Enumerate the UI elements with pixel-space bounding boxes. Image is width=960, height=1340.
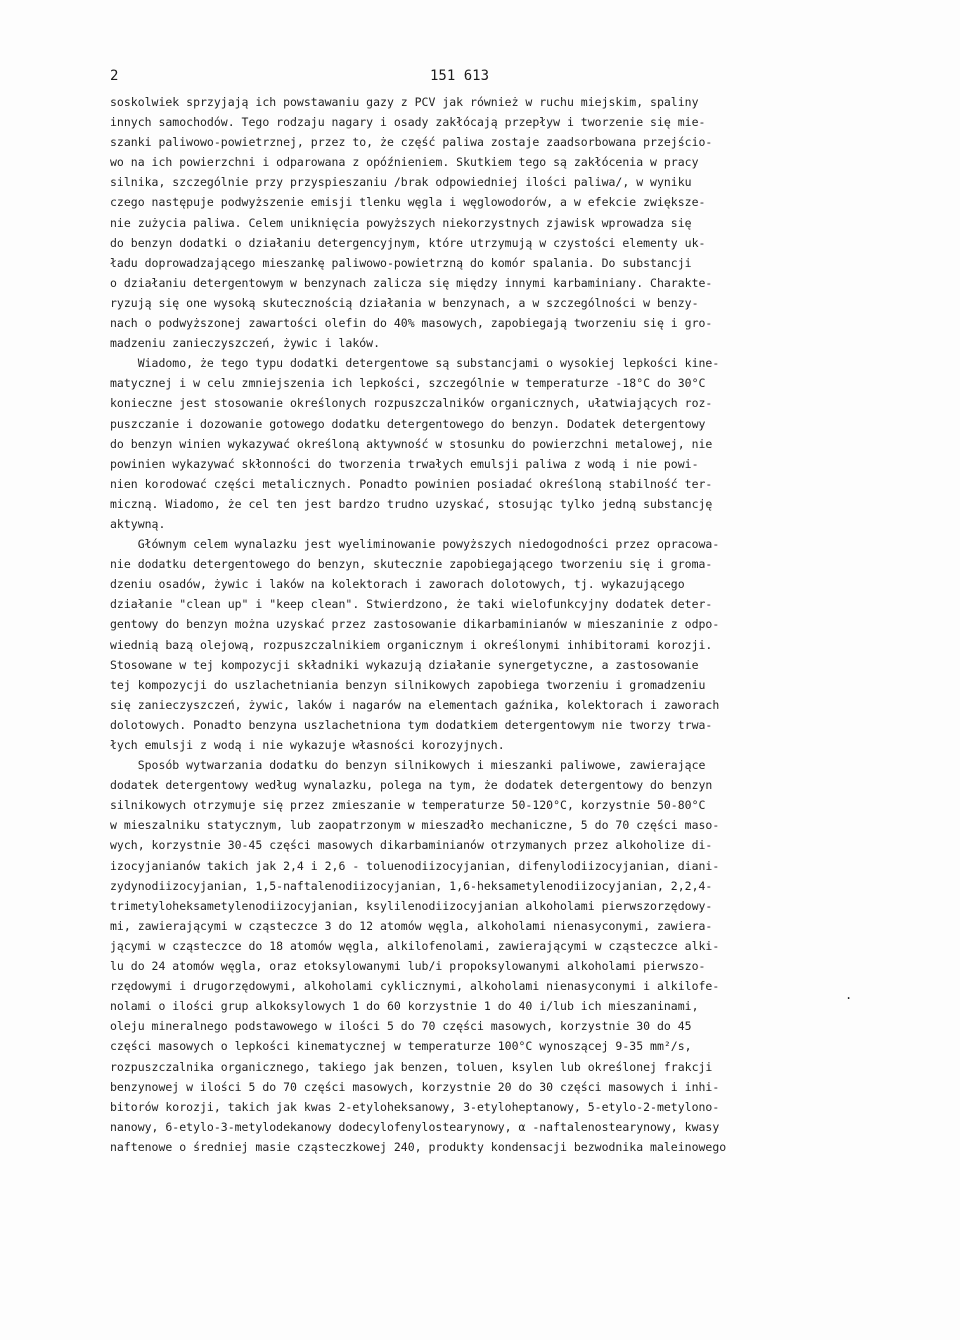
text-line: wiednią bazą olejową, rozpuszczalnikiem organicznym i określonymi inhibitorami korozji. (110, 637, 713, 652)
page-number: 2 (110, 68, 119, 84)
text-line: benzynowej w ilości 5 do 70 części masowych, korzystnie 20 do 30 części masowych i inhi- (110, 1079, 720, 1094)
document-number: 151 613 (430, 68, 490, 84)
text-line: mi, zawierającymi w cząsteczce 3 do 12 atomów węgla, alkoholami nienasyconymi, zawiera- (110, 918, 713, 933)
text-line: aktywną. (110, 516, 166, 531)
text-line: tej kompozycji do uszlachetniania benzyn silnikowych zapobiega tworzeniu i gromadzeniu (110, 677, 706, 692)
text-line: dolotowych. Ponadto benzyna uszlachetniona tym dodatkiem detergentowym nie tworzy trwa- (110, 717, 713, 732)
text-line: do benzyn winien wykazywać określoną aktywność w stosunku do powierzchni metalowej, nie (110, 436, 713, 451)
text-line: ładu doprowadzającego mieszankę paliwowo-powietrzną do komór spalania. Do substancji (110, 255, 692, 270)
text-line: silnika, szczególnie przy przyspieszaniu /brak odpowiedniej ilości paliwa/, w wyniku (110, 175, 692, 190)
text-line: rozpuszczalnika organicznego, takiego jak benzen, toluen, ksylen lub określonej frakcji (110, 1059, 713, 1074)
text-line: matycznej i w celu zmniejszenia ich lepkości, szczególnie w temperaturze -18°C do 30°C (110, 376, 706, 391)
text-line: nanowy, 6-etylo-3-metylodekanowy dodecylofenylostearynowy, α -naftalenostearynowy, kwasy (110, 1119, 720, 1134)
text-line: powinien wykazywać skłonności do tworzenia trwałych emulsji paliwa z wodą i nie powi- (110, 456, 699, 471)
text-line: w mieszalniku statycznym, lub zaopatrzonym w mieszadło mechaniczne, 5 do 70 części maso- (110, 818, 720, 833)
body-text (110, 92, 870, 1157)
text-line: konieczne jest stosowanie określonych rozpuszczalników organicznych, ułatwiających roz- (110, 396, 713, 411)
text-line: wo na ich powierzchni i odparowana z opóźnieniem. Skutkiem tego są zakłócenia w pracy (110, 155, 699, 170)
text-line: Stosowane w tej kompozycji składniki wykazują działanie synergetyczne, a zastosowanie (110, 657, 699, 672)
text-line: bitorów korozji, takich jak kwas 2-etyloheksanowy, 3-etyloheptanowy, 5-etylo-2-metylono- (110, 1099, 720, 1114)
text-line: działanie "clean up" i "keep clean". Stwierdzono, że taki wielofunkcyjny dodatek deter- (110, 597, 713, 612)
text-line: do benzyn dodatki o działaniu detergencyjnym, które utrzymują w czystości elementy uk- (110, 235, 706, 250)
text-line: dzeniu osadów, żywic i laków na kolektorach i zaworach dolotowych, tj. wykazującego (110, 577, 685, 592)
text-line: łych emulsji z wodą i nie wykazuje własności korozyjnych. (110, 738, 505, 752)
page-header (110, 68, 870, 92)
text-line: izocyjanianów takich jak 2,4 i 2,6 - toluenodiizocyjanian, difenylodiizocyjanian, diani- (110, 858, 720, 873)
text-line: zydynodiizocyjanian, 1,5-naftalenodiizocyjanian, 1,6-heksametylenodiizocyjanian, 2,2,4- (110, 878, 713, 893)
text-line: innych samochodów. Tego rodzaju nagary i osady zakłócają przepływ i tworzenie się mie- (110, 115, 706, 130)
text-line: Sposób wytwarzania dodatku do benzyn silnikowych i mieszanki paliwowe, zawierające (110, 758, 706, 773)
text-line: czego następuje podwyższenie emisji tlenku węgla i węglowodorów, a w efekcie zwiększe- (110, 195, 706, 210)
text-line: trimetyloheksametylenodiizocyjanian, ksylilenodiizocyjanian alkoholami pierwszorzędowy- (110, 898, 713, 913)
text-line: ryzują się one wysoką skutecznością działania w benzynach, a w szczególności w benzy- (110, 295, 699, 310)
text-line: Głównym celem wynalazku jest wyeliminowanie powyższych niedogodności przez opracowa- (110, 537, 720, 552)
text-line: naftenowe o średniej masie cząsteczkowej 240, produkty kondensacji bezwodnika maleinowego (110, 1139, 727, 1154)
text-line: miczną. Wiadomo, że cel ten jest bardzo trudno uzyskać, stosując tylko jedną substancję (110, 496, 713, 511)
text-line: części masowych o lepkości kinematycznej w temperaturze 100°C wynoszącej 9-35 mm²/s, (110, 1039, 692, 1054)
text-line: o działaniu detergentowym w benzynach zalicza się między innymi karbaminiany. Charakte- (110, 275, 713, 290)
text-line: madzeniu zanieczyszczeń, żywic i laków. (110, 336, 381, 351)
text-line: nien korodować części metalicznych. Ponadto powinien posiadać określoną stabilność ter- (110, 476, 713, 491)
text-line: nie zużycia paliwa. Celem uniknięcia powyższych niekorzystnych zjawisk wprowadza się (110, 215, 692, 230)
text-line: rzędowymi i drugorzędowymi, alkoholami cyklicznymi, alkoholami nienasyconymi i alkilofe- (110, 979, 720, 994)
text-line: soskolwiek sprzyjają ich powstawaniu gazy z PCV jak również w ruchu miejskim, spaliny (110, 95, 699, 109)
text-line: jącymi w cząsteczce do 18 atomów węgla, alkilofenolami, zawierającymi w cząsteczce alki- (110, 938, 720, 953)
text-line: silnikowych otrzymuje się przez zmieszanie w temperaturze 50-120°C, korzystnie 50-80°C (110, 798, 706, 813)
text-line: gentowy do benzyn można uzyskać przez zastosowanie dikarbaminianów w mieszaninie z odpo- (110, 617, 720, 632)
text-line: Wiadomo, że tego typu dodatki detergentowe są substancjami o wysokiej lepkości kine- (110, 356, 720, 371)
margin-mark: . (845, 988, 853, 1002)
text-line: puszczanie i dozowanie gotowego dodatku detergentowego do benzyn. Dodatek detergentowy (110, 416, 706, 431)
text-line: się zanieczyszczeń, żywic, laków i nagarów na elementach gaźnika, kolektorach i zaworach (110, 697, 720, 712)
text-line: wych, korzystnie 30-45 części masowych dikarbaminianów otrzymanych przez alkoholize di- (110, 838, 713, 853)
text-line: dodatek detergentowy według wynalazku, polega na tym, że dodatek detergentowy do benzyn (110, 778, 713, 793)
text-line: nach o podwyższonej zawartości olefin do 40% masowych, zapobiegają tworzeniu się i gro- (110, 316, 713, 331)
text-line: oleju mineralnego podstawowego w ilości 5 do 70 części masowych, korzystnie 30 do 45 (110, 1019, 692, 1034)
text-line: nolami o ilości grup alkoksylowych 1 do 60 korzystnie 1 do 40 i/lub ich mieszaninami, (110, 999, 699, 1014)
text-line: szanki paliwowo-powietrznej, przez to, że część paliwa zostaje zaadsorbowana przejścio- (110, 135, 713, 150)
text-line: nie dodatku detergentowego do benzyn, skutecznie zapobiegającego tworzeniu się i groma- (110, 557, 713, 572)
text-line: lu do 24 atomów węgla, oraz etoksylowanymi lub/i propoksylowanymi alkoholami pierwszo- (110, 959, 706, 974)
